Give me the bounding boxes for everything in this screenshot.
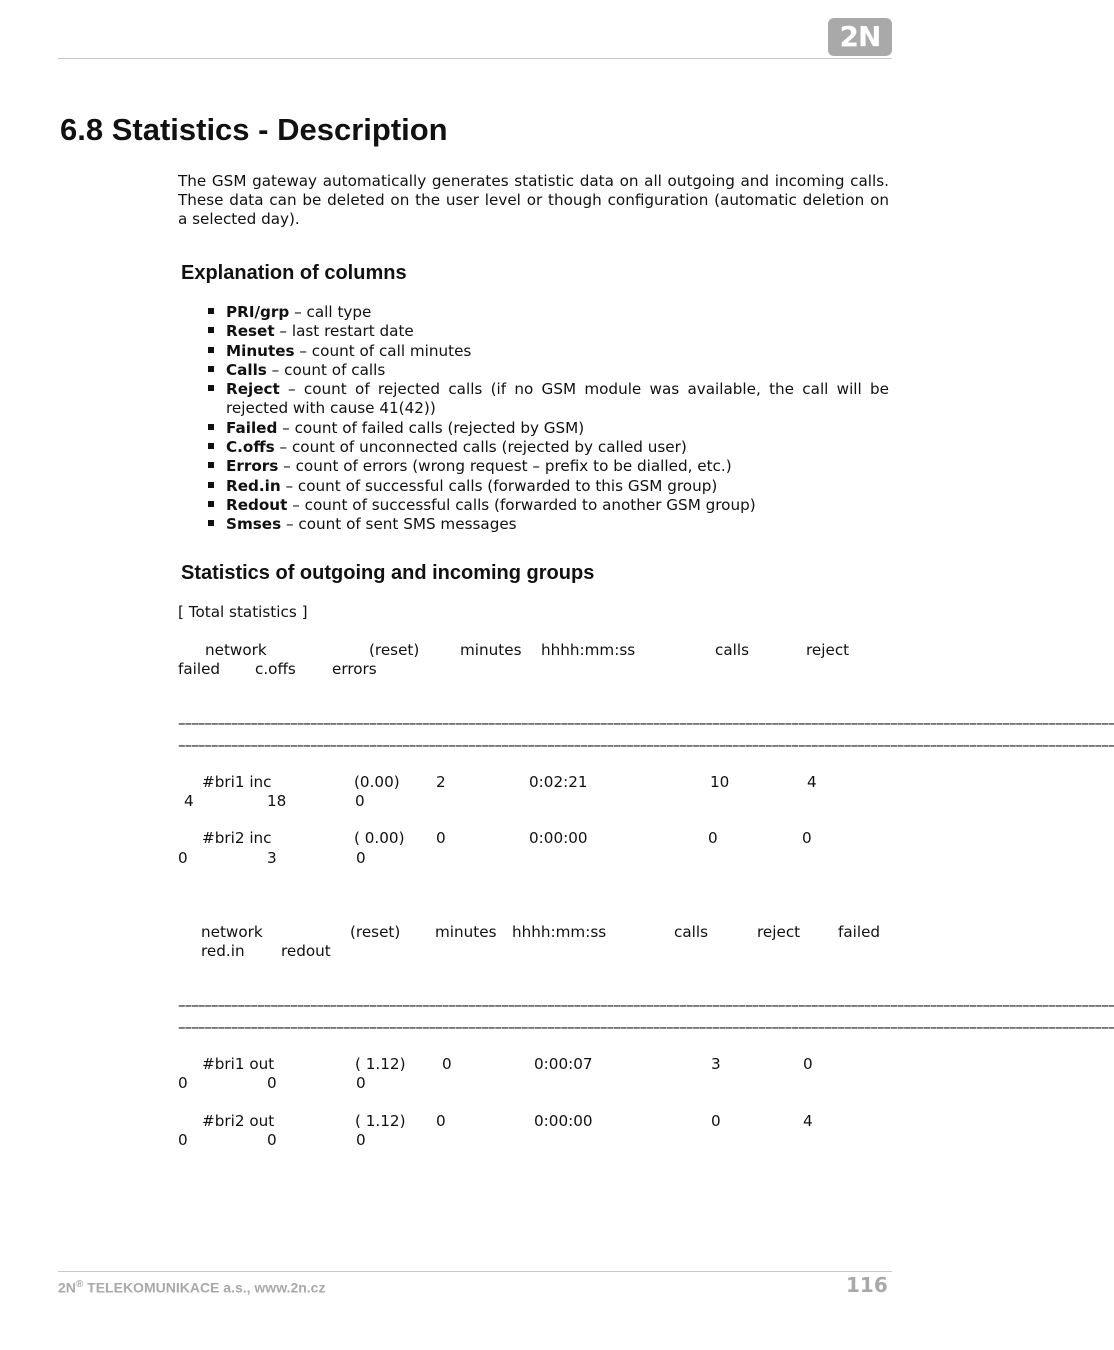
page-number: 116 bbox=[846, 1273, 888, 1297]
table-cell: 0 bbox=[267, 1131, 277, 1149]
table1-header-calls: calls bbox=[715, 641, 750, 659]
table-cell: 3 bbox=[711, 1055, 721, 1073]
table-cell: 0 bbox=[356, 1131, 366, 1149]
term: Calls bbox=[226, 360, 267, 379]
table2-separator: –––––––––––––––––––––––––––––––––––––––––––––––––––––––––––––––––––––––––––––––––––––––––––––––––––––––––––––––––––––––––––––––––––––––––––––– bbox=[178, 1018, 1114, 1036]
table2-header-reset: (reset) bbox=[350, 923, 401, 941]
table1-header-reject: reject bbox=[806, 641, 850, 659]
table-cell: ( 1.12) bbox=[355, 1055, 406, 1073]
footer-company bbox=[58, 1279, 325, 1296]
list-item bbox=[226, 477, 889, 496]
list-item bbox=[226, 361, 889, 380]
table-cell: #bri1 out bbox=[202, 1055, 275, 1073]
table-cell: 0 bbox=[356, 849, 366, 867]
table-cell: 0 bbox=[178, 1131, 188, 1149]
table1-header-minutes: minutes bbox=[460, 641, 522, 659]
explanation-heading: Explanation of columns bbox=[181, 262, 407, 284]
table2-header-redin: red.in bbox=[201, 942, 245, 960]
table-cell: 4 bbox=[184, 792, 194, 810]
table1-header-network: network bbox=[205, 641, 267, 659]
term-description: – count of calls bbox=[266, 360, 386, 379]
table-cell: ( 0.00) bbox=[354, 829, 405, 847]
table2-header-redout: redout bbox=[281, 942, 331, 960]
table-cell: ( 1.12) bbox=[355, 1112, 406, 1130]
table2-header-network: network bbox=[201, 923, 263, 941]
term: Failed bbox=[226, 418, 278, 437]
table1-header-coffs: c.offs bbox=[255, 660, 296, 678]
brand-logo: 2N bbox=[828, 18, 892, 56]
footer-rule bbox=[58, 1271, 892, 1272]
table-cell: 0 bbox=[436, 1112, 446, 1130]
table-cell: #bri1 inc bbox=[202, 773, 272, 791]
term: Minutes bbox=[226, 341, 295, 360]
table-cell: 0 bbox=[178, 849, 188, 867]
table-cell: 0:00:00 bbox=[529, 829, 588, 847]
term-description: – count of call minutes bbox=[294, 341, 472, 360]
term: Red.in bbox=[226, 476, 281, 495]
list-item bbox=[226, 342, 889, 361]
table-cell: 0 bbox=[267, 1074, 277, 1092]
table-cell: 0:00:00 bbox=[534, 1112, 593, 1130]
table-cell: 18 bbox=[267, 792, 287, 810]
columns-list bbox=[226, 303, 889, 535]
table-cell: 2 bbox=[436, 773, 446, 791]
list-item bbox=[226, 303, 889, 322]
table-cell: (0.00) bbox=[354, 773, 400, 791]
table-cell: 0 bbox=[802, 829, 812, 847]
table-cell: #bri2 inc bbox=[202, 829, 272, 847]
header-rule bbox=[58, 58, 892, 59]
list-item bbox=[226, 419, 889, 438]
list-item bbox=[226, 438, 889, 457]
intro-paragraph: The GSM gateway automatically generates statistic data on all outgoing and incoming calls. These data can be deleted on the user level or though configuration (automatic deletion on a selected day). bbox=[178, 172, 889, 229]
term: PRI/grp bbox=[226, 303, 290, 321]
table1-header-errors: errors bbox=[332, 660, 377, 678]
term: Reset bbox=[226, 322, 275, 341]
term: Redout bbox=[226, 495, 288, 514]
table2-header-calls: calls bbox=[674, 923, 709, 941]
table-cell: 0 bbox=[442, 1055, 452, 1073]
term: Smses bbox=[226, 515, 282, 534]
list-item bbox=[226, 515, 889, 534]
table-cell: 4 bbox=[803, 1112, 813, 1130]
table-cell: 3 bbox=[267, 849, 277, 867]
table-cell: 0 bbox=[178, 1074, 188, 1092]
term: C.offs bbox=[226, 438, 275, 457]
table-cell: 0:00:07 bbox=[534, 1055, 593, 1073]
table1-separator: –––––––––––––––––––––––––––––––––––––––––––––––––––––––––––––––––––––––––––––––––––––––––––––––––––––––––––––––––––––––––––––––––––––––––––––– bbox=[178, 736, 1114, 754]
term-description: – count of unconnected calls (rejected by called user) bbox=[274, 438, 687, 457]
term-description: – call type bbox=[289, 303, 372, 321]
total-statistics-label: [ Total statistics ] bbox=[178, 603, 308, 621]
table1-header-reset: (reset) bbox=[369, 641, 420, 659]
list-item bbox=[226, 380, 889, 419]
list-item bbox=[226, 457, 889, 476]
footer-company-rest: TELEKOMUNIKACE a.s., www.2n.cz bbox=[83, 1279, 326, 1296]
list-item bbox=[226, 322, 889, 341]
table1-header-failed: failed bbox=[178, 660, 221, 678]
term-description: – count of rejected calls (if no GSM module was available, the call will be rejected with cause 41(42)) bbox=[226, 380, 889, 418]
statistics-heading: Statistics of outgoing and incoming groups bbox=[181, 562, 595, 584]
table2-header-failed: failed bbox=[838, 923, 881, 941]
term: Errors bbox=[226, 457, 279, 476]
table-cell: 0 bbox=[436, 829, 446, 847]
registered-mark: ® bbox=[75, 1279, 84, 1290]
table-cell: 10 bbox=[710, 773, 730, 791]
term-description: – count of successful calls (forwarded to this GSM group) bbox=[280, 476, 718, 495]
table2-header-duration: hhhh:mm:ss bbox=[512, 923, 607, 941]
term-description: – count of sent SMS messages bbox=[281, 515, 517, 534]
table2-separator: –––––––––––––––––––––––––––––––––––––––––––––––––––––––––––––––––––––––––––––––––––––––––––––––––––––––––––––––––––––––––––––––––––––––––––––– bbox=[178, 996, 1114, 1014]
table-cell: 4 bbox=[807, 773, 817, 791]
table2-header-minutes: minutes bbox=[435, 923, 497, 941]
table-cell: 0:02:21 bbox=[529, 773, 588, 791]
table-cell: #bri2 out bbox=[202, 1112, 275, 1130]
table2-header-reject: reject bbox=[757, 923, 801, 941]
table-cell: 0 bbox=[356, 1074, 366, 1092]
table1-header-duration: hhhh:mm:ss bbox=[541, 641, 636, 659]
term-description: – count of failed calls (rejected by GSM) bbox=[277, 418, 585, 437]
table1-separator: –––––––––––––––––––––––––––––––––––––––––––––––––––––––––––––––––––––––––––––––––––––––––––––––––––––––––––––––––––––––––––––––––––––––––––––– bbox=[178, 714, 1114, 732]
term: Reject bbox=[226, 380, 280, 399]
table-cell: 0 bbox=[355, 792, 365, 810]
table-cell: 0 bbox=[803, 1055, 813, 1073]
term-description: – last restart date bbox=[274, 322, 414, 341]
table-cell: 0 bbox=[711, 1112, 721, 1130]
page-title: 6.8 Statistics - Description bbox=[60, 112, 448, 147]
list-item bbox=[226, 496, 889, 515]
footer-company-prefix: 2N bbox=[58, 1279, 76, 1296]
term-description: – count of errors (wrong request – prefix to be dialled, etc.) bbox=[278, 457, 732, 476]
term-description: – count of successful calls (forwarded to another GSM group) bbox=[287, 495, 756, 514]
table-cell: 0 bbox=[708, 829, 718, 847]
